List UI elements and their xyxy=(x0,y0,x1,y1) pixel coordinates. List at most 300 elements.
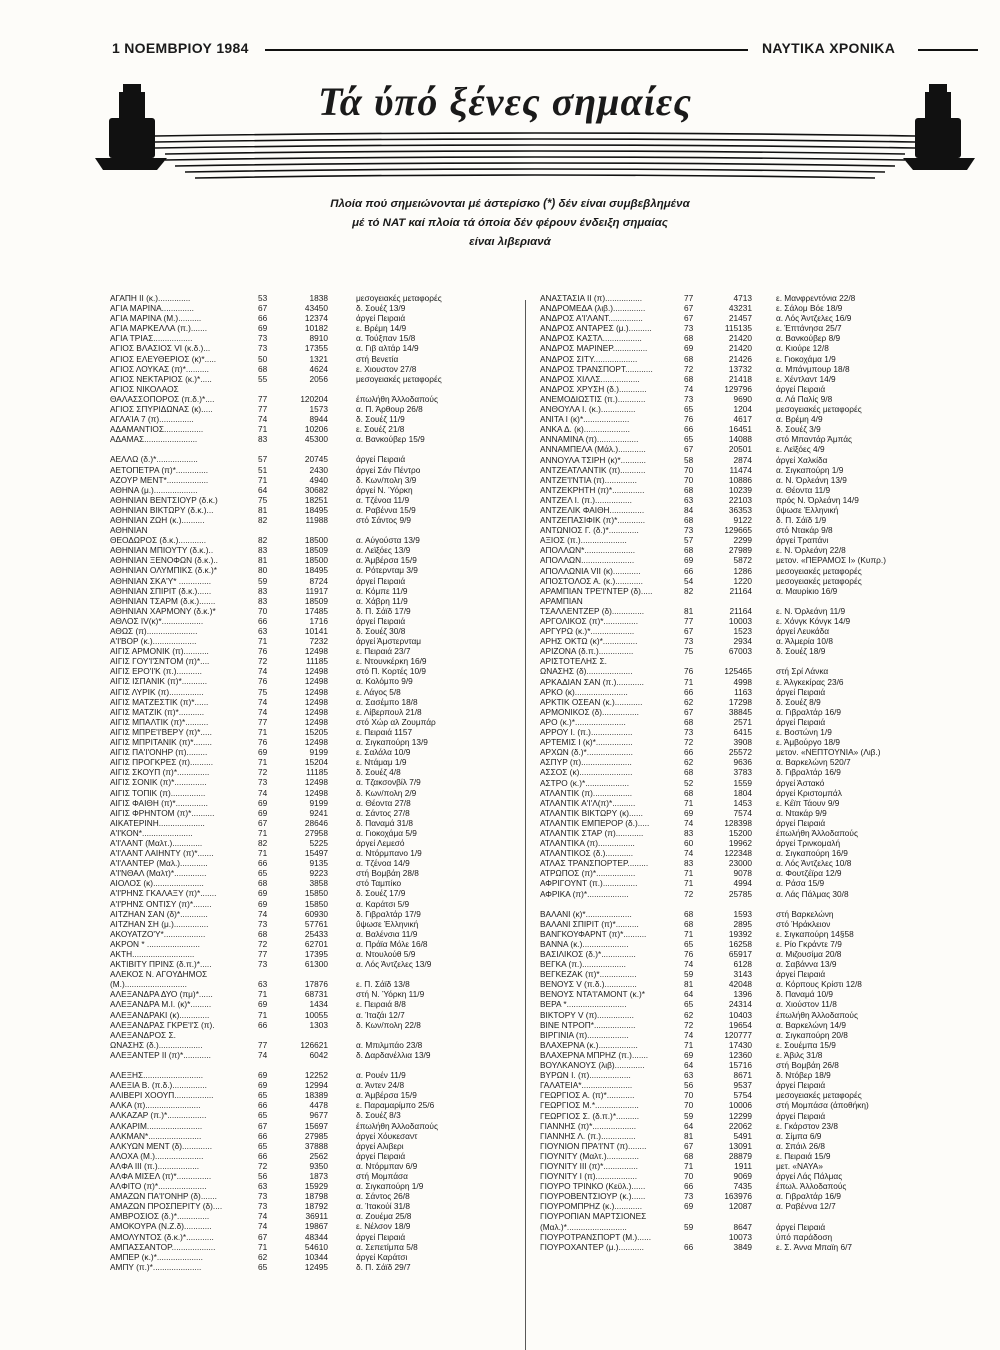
ship-row xyxy=(540,727,940,737)
ship-status: δ. Κων/πολη 22/8 xyxy=(356,1019,421,1030)
ship-status: ε. Γιοκοχάμα 1/9 xyxy=(776,353,836,364)
tonnage: 2299 xyxy=(733,535,752,546)
tonnage: 12498 xyxy=(304,666,328,677)
ship-row xyxy=(110,707,510,717)
tonnage: 15929 xyxy=(304,1181,328,1192)
build-year: 66 xyxy=(258,313,268,324)
ship-name: ΑΓΙΟΣ ΝΙΚΟΛΑΟΣ xyxy=(110,383,179,394)
ship-name: ΑΜΠΑΣΣΑΝΤΟΡ................... xyxy=(110,1241,216,1252)
build-year: 58 xyxy=(684,454,694,465)
ship-name: ΑΓΙΑ ΜΑΡΙΝΑ.............. xyxy=(110,303,194,314)
ship-status: α. Θέοντα 11/9 xyxy=(776,484,831,495)
ship-row xyxy=(540,384,940,394)
ship-status: α. Ντόρμπανο 1/9 xyxy=(356,848,422,859)
ship-status: άργεί Πειραιά xyxy=(776,1221,826,1232)
ship-status: ε. Χιουστον 27/8 xyxy=(356,363,417,374)
build-year: 83 xyxy=(258,434,268,445)
ship-status: στό Σάντος 9/9 xyxy=(356,514,412,525)
ship-status: στό Π. Κορτές 10/9 xyxy=(356,666,426,677)
ship-status: ε. Βρέμη 14/9 xyxy=(356,323,407,334)
build-year: 82 xyxy=(258,535,268,546)
tonnage: 15205 xyxy=(304,726,328,737)
build-year: 76 xyxy=(684,414,694,425)
group-gap xyxy=(540,899,940,909)
ship-row xyxy=(540,515,940,525)
tonnage: 5225 xyxy=(309,837,328,848)
tonnage: 10886 xyxy=(728,474,752,485)
ship-status: ε. Γκάρστον 23/8 xyxy=(776,1120,838,1131)
ship-row xyxy=(110,596,510,606)
ship-name: ΑΘΗΝΙΑΝ ΒΕΝΤΣΙΟΥΡ (δ.κ.) xyxy=(110,494,218,505)
ship-row xyxy=(110,919,510,929)
ship-name: ΑΝΚΑ Δ. (κ).................... xyxy=(540,424,630,435)
build-year: 66 xyxy=(684,424,694,435)
ship-row xyxy=(540,475,940,485)
build-year: 84 xyxy=(684,504,694,515)
build-year: 66 xyxy=(258,1100,268,1111)
ship-row xyxy=(540,354,940,364)
build-year: 69 xyxy=(258,807,268,818)
build-year: 57 xyxy=(684,535,694,546)
ship-status: στή Βαρκελώνη xyxy=(776,908,834,919)
ship-row xyxy=(110,545,510,555)
tonnage: 9223 xyxy=(309,868,328,879)
ship-name: ΑΛΕΞΑΝΔΡΟΣ Σ. xyxy=(110,1029,176,1040)
build-year: 65 xyxy=(258,1090,268,1101)
ship-name: ΑΝΔΡΟΣ ΧΙΛΛΣ................. xyxy=(540,373,640,384)
ship-name: ΑΡΚΑΔΙΑΝ ΣΑΝ (π.)............ xyxy=(540,676,644,687)
tonnage: 16451 xyxy=(728,424,752,435)
ship-status: ε. Άβιλς 31/8 xyxy=(776,1049,823,1060)
ship-name: ΑΛΦΙΤΟ (π)*..................... xyxy=(110,1181,207,1192)
tonnage: 21164 xyxy=(729,605,752,616)
build-year: 67 xyxy=(258,303,268,314)
ship-name: ΒΑΝΝΑ (κ.).................... xyxy=(540,938,629,949)
build-year: 68 xyxy=(684,515,694,526)
issue-date: 1 ΝΟΕΜΒΡΙΟΥ 1984 xyxy=(112,40,249,56)
tonnage: 12498 xyxy=(304,787,328,798)
ship-status: α. Ντακάρ 9/9 xyxy=(776,807,827,818)
ship-status: άργεί Πειραιά xyxy=(356,1231,406,1242)
ship-status: α. Ν. Όρλεάνη 13/9 xyxy=(776,474,847,485)
ship-status: δ. Παναμά 10/9 xyxy=(776,989,833,1000)
tonnage: 17876 xyxy=(304,979,328,990)
ship-row xyxy=(110,636,510,646)
ship-name: ΑΙΓΙΣ ΣΚΟΥΠ (π)*.............. xyxy=(110,767,210,778)
build-year: 65 xyxy=(684,938,694,949)
ship-name: ΑΓΛΑΊΑ 7 (π)............... xyxy=(110,414,194,425)
ship-name: ΑΡΚΤΙΚ ΟΣΕΑΝ (κ.)............ xyxy=(540,696,643,707)
ship-row xyxy=(540,999,940,1009)
tonnage: 6415 xyxy=(733,727,752,738)
build-year: 70 xyxy=(684,464,694,475)
build-year: 67 xyxy=(258,817,268,828)
build-year: 65 xyxy=(684,404,694,415)
ship-row xyxy=(110,949,510,959)
build-year: 69 xyxy=(258,797,268,808)
ship-row xyxy=(540,465,940,475)
tonnage: 15497 xyxy=(304,848,328,859)
ship-row xyxy=(110,1201,510,1211)
tonnage: 43450 xyxy=(304,303,328,314)
tonnage: 10006 xyxy=(728,1100,752,1111)
ship-row xyxy=(540,1010,940,1020)
ship-row xyxy=(540,959,940,969)
tonnage: 21420 xyxy=(728,343,752,354)
ship-status: άργεί Αλιβερι xyxy=(356,1140,404,1151)
ship-name: ΓΙΟΥΡΟΜΠΡΗΖ (κ.)............ xyxy=(540,1201,643,1212)
tonnage: 5754 xyxy=(733,1090,752,1101)
tonnage: 10003 xyxy=(728,616,752,626)
tonnage: 13091 xyxy=(728,1140,752,1151)
ship-status: ε. Χέντλαντ 14/9 xyxy=(776,373,836,384)
ship-name: ΑΛΕΞΑΝΤΕΡ ΙΙ (π)*............ xyxy=(110,1049,211,1060)
ship-name: ΑΡΙΖΟΝΑ (δ.π.)............... xyxy=(540,646,634,657)
tonnage: 9122 xyxy=(733,515,752,526)
ship-row xyxy=(540,949,940,959)
ship-status: μεσογειακές μεταφορές xyxy=(776,565,862,576)
ship-name: ΑΙΓΙΣ ΓΟΥ'Ι'ΣΝΤΟΜ (π)*.... xyxy=(110,656,210,667)
ship-status: ε. Ρίο Γκράντε 7/9 xyxy=(776,938,842,949)
ship-status: α. Φουτζέϊρα 12/9 xyxy=(776,868,842,879)
ship-status: α. Σάντος 27/8 xyxy=(356,807,410,818)
build-year: 56 xyxy=(684,1080,694,1091)
ship-status: άργεί Σάν Πέντρο xyxy=(356,464,421,475)
ship-row xyxy=(540,333,940,343)
build-year: 66 xyxy=(258,1019,268,1030)
build-year: 73 xyxy=(684,323,694,334)
ship-row xyxy=(110,454,510,464)
tonnage: 21164 xyxy=(729,585,752,596)
ship-name: ΒΕΓΚΑ (π.)................... xyxy=(540,959,626,970)
ship-row xyxy=(540,535,940,545)
header-rule-right xyxy=(918,49,978,51)
ship-row xyxy=(110,798,510,808)
build-year: 69 xyxy=(258,1080,268,1091)
ship-name: ΑΡΓΥΡΩ (κ.)*................... xyxy=(540,626,635,637)
tonnage: 22062 xyxy=(728,1120,752,1131)
ship-name: ΑΝΔΡΟΣ ΧΡΥΣΗ (δ.)............ xyxy=(540,383,647,394)
ship-name: ΑΘΗΝΙΑΝ ΖΩΗ (κ.).......... xyxy=(110,514,205,525)
ship-status: α. Ραβέννα 15/9 xyxy=(356,504,416,515)
ship-name: ΑΛΕΞΑΝΔΡΑ Μ.Ι. (κ)*......... xyxy=(110,999,212,1010)
tonnage: 18495 xyxy=(304,565,328,576)
ship-status: α. Αύγούστα 13/9 xyxy=(356,535,420,546)
ship-row xyxy=(540,323,940,333)
ship-row xyxy=(540,394,940,404)
tonnage: 12299 xyxy=(728,1110,752,1121)
ship-name: ΑΝΔΡΟΣ ΤΡΑΝΣΠΟΡΤ............ xyxy=(540,363,653,374)
ship-row xyxy=(110,535,510,545)
ship-name: ΑΛΕΞΗΣ.......................... xyxy=(110,1070,204,1081)
ship-status: α. Ράσα 15/9 xyxy=(776,878,825,889)
ship-status: μετον. «ΠΕΡΑΜΟΣ Ι» (Κυπρ.) xyxy=(776,555,886,566)
ship-row xyxy=(110,515,510,525)
ship-status: στή Βομβάη 26/8 xyxy=(776,1060,839,1071)
build-year: 74 xyxy=(258,1211,268,1222)
ship-name: Α'Ι'ΛΑΝΤ (Μαλτ.)............. xyxy=(110,837,203,848)
ship-row xyxy=(110,1232,510,1242)
ship-row xyxy=(540,424,940,434)
ship-status: δ. Σουέζ 3/9 xyxy=(776,424,821,435)
ship-row xyxy=(110,1242,510,1252)
ship-name: ΑΡΗΣ ΟΚΤΩ (κ)*............... xyxy=(540,636,638,647)
ship-row xyxy=(540,505,940,515)
build-year: 64 xyxy=(258,484,268,495)
ship-row xyxy=(110,1090,510,1100)
ship-row xyxy=(540,343,940,353)
tonnage: 1593 xyxy=(733,908,752,919)
ship-name: ΑΘΗΝΙΑΝ ΞΕΝΟΦΩΝ (δ.κ.).. xyxy=(110,555,218,566)
build-year: 70 xyxy=(684,474,694,485)
build-year: 71 xyxy=(684,1039,694,1050)
tonnage: 16258 xyxy=(728,938,752,949)
build-year: 66 xyxy=(258,858,268,869)
ship-status: μεσογειακές μεταφορές xyxy=(356,373,442,384)
ship-row xyxy=(110,576,510,586)
build-year: 66 xyxy=(684,1241,694,1252)
build-year: 72 xyxy=(684,888,694,899)
build-year: 67 xyxy=(258,1231,268,1242)
build-year: 68 xyxy=(684,333,694,344)
tonnage: 125465 xyxy=(724,666,752,677)
ship-row xyxy=(110,343,510,353)
ship-status: α. Τούξπαν 15/8 xyxy=(356,333,416,344)
ship-name: ΑΘΗΝΙΑΝ ΤΣΑΡΜ (δ.κ.)....... xyxy=(110,595,216,606)
intro-line-2: μέ τό ΝΑΤ καί πλοία τά όποία δέν φέρουν ένδειξη σημαίας xyxy=(352,217,668,229)
ship-status: α. Χάβρη 11/9 xyxy=(356,595,408,606)
build-year: 71 xyxy=(258,1241,268,1252)
ship-row xyxy=(110,293,510,303)
build-year: 68 xyxy=(684,908,694,919)
ship-row xyxy=(110,1151,510,1161)
ship-status: ε. Ν. Όρλεάνη 11/9 xyxy=(776,605,846,616)
ship-name: ΑΓΙΑ ΤΡΙΑΣ................. xyxy=(110,333,193,344)
ship-row xyxy=(110,384,510,394)
ship-name: ΑΛΙΒΕΡΙ ΧΟΟΥΠ................. xyxy=(110,1090,214,1101)
tonnage: 120204 xyxy=(300,393,328,404)
ship-status: άργεί Πειραιά xyxy=(776,817,826,828)
ship-row xyxy=(540,1181,940,1191)
ship-name: ΑΘΗΝΙΑΝ ΜΠΙΟΥΤΥ (δ.κ.).. xyxy=(110,545,214,556)
ship-row xyxy=(110,1191,510,1201)
ship-row xyxy=(540,1171,940,1181)
ship-row xyxy=(540,757,940,767)
ship-status: άργεί Άστακό xyxy=(776,777,825,788)
ship-name: ΓΙΟΥΡΟΤΡΑΝΣΠΟΡΤ (Μ.)...... xyxy=(540,1231,651,1242)
ship-row xyxy=(540,717,940,727)
ship-status: άργεί Τρινκομαλή xyxy=(776,838,841,849)
ship-name: ΓΙΟΥΡΟΠΙΑΝ ΜΑΡΤΣΙΟΝΕΣ xyxy=(540,1211,647,1222)
ship-status: α. Βανκούβερ 15/9 xyxy=(356,434,425,445)
tonnage: 129796 xyxy=(724,383,752,394)
build-year: 80 xyxy=(258,565,268,576)
ship-row xyxy=(110,727,510,737)
tonnage: 12087 xyxy=(728,1201,752,1212)
build-year: 69 xyxy=(684,1049,694,1060)
ship-row xyxy=(110,979,510,989)
ship-name: ΑΙΓΙΣ ΠΡΟΓΚΡΕΣ (π).......... xyxy=(110,757,214,768)
build-year: 68 xyxy=(684,716,694,727)
tonnage: 42048 xyxy=(728,979,752,990)
build-year: 69 xyxy=(258,747,268,758)
tonnage: 17485 xyxy=(304,605,328,616)
build-year: 76 xyxy=(258,676,268,687)
tonnage: 3908 xyxy=(733,737,752,748)
ship-row xyxy=(110,303,510,313)
ship-name: ΑΝΝΑΜΙΝΑ (π).................. xyxy=(540,434,639,445)
build-year: 55 xyxy=(258,373,268,384)
ship-name: Α'Ι'ΡΗΝΣ ΟΝΤΙΣΥ (π)*........ xyxy=(110,898,212,909)
ship-name: ΑΙΚΑΤΕΡΙΝΗ.................... xyxy=(110,817,205,828)
tonnage: 126621 xyxy=(300,1039,328,1050)
ship-row xyxy=(540,848,940,858)
build-year: 67 xyxy=(684,626,694,637)
ship-name: ΑΚΤΗ........................... xyxy=(110,949,195,959)
tonnage: 48344 xyxy=(304,1231,328,1242)
ship-row xyxy=(540,788,940,798)
ship-list-left-column xyxy=(110,293,510,1272)
build-year: 65 xyxy=(258,1140,268,1151)
ship-row xyxy=(540,969,940,979)
tonnage: 1303 xyxy=(309,1019,328,1030)
build-year: 53 xyxy=(258,293,268,303)
tonnage: 10239 xyxy=(728,484,752,495)
tonnage: 36353 xyxy=(728,504,752,515)
ship-row xyxy=(540,1030,940,1040)
ship-name: ΩΝΑΣΗΣ (δ.)................... xyxy=(110,1039,203,1050)
build-year: 67 xyxy=(684,706,694,717)
ship-status: δ. Σουέζ 30/8 xyxy=(356,626,406,636)
ship-status: α. Μαυρίκιο 16/9 xyxy=(776,585,838,596)
ship-row xyxy=(540,1222,940,1232)
build-year: 68 xyxy=(684,373,694,384)
ship-status: α. Πράϊα Μόλε 16/8 xyxy=(356,938,428,949)
tonnage: 8671 xyxy=(733,1070,752,1081)
ship-status: δ. Π. Σάϊδ 1/9 xyxy=(776,515,827,526)
ship-status: α. Θέοντα 27/8 xyxy=(356,797,411,808)
ship-status: δ. Ντόβερ 18/9 xyxy=(776,1070,831,1081)
ship-row xyxy=(110,878,510,888)
build-year: 77 xyxy=(684,293,694,303)
build-year: 83 xyxy=(684,858,694,869)
tonnage: 17430 xyxy=(728,1039,752,1050)
ship-status: δ. Κων/πολη 2/9 xyxy=(356,787,417,798)
ship-name: ΑΘΗΝΙΑΝ ΣΚΑ'Υ* .............. xyxy=(110,575,212,586)
ship-name: ΑΝΔΡΟΣ ΑΝΤΑΡΕΣ (μ.).......... xyxy=(540,323,652,334)
ship-row xyxy=(540,576,940,586)
ship-status: δ. Γιβραλτάρ 17/9 xyxy=(356,908,421,919)
build-year: 65 xyxy=(684,999,694,1010)
build-year: 73 xyxy=(684,1191,694,1202)
ship-name: ΑΝΔΡΟΣ ΣΙΤΥ................... xyxy=(540,353,638,364)
tonnage: 12498 xyxy=(304,646,328,657)
ship-name: Α'Ι'ΡΗΝΣ ΓΚΑΛΑΞΥ (π)*....... xyxy=(110,888,217,899)
ship-row xyxy=(110,354,510,364)
ship-name: ΓΙΟΥΡΟΒΕΝΤΣΙΟΥΡ (κ.)...... xyxy=(540,1191,646,1202)
ship-name: ΑΝΑΣΤΑΣΙΑ ΙΙ (π)................ xyxy=(540,293,643,303)
ship-row xyxy=(110,465,510,475)
ship-name: ΑΠΟΛΛΩΝ....................... xyxy=(540,555,635,566)
ship-status: δ. Σουέζ 8/3 xyxy=(356,1110,401,1121)
ship-name: ΒΑΣΙΛΙΚΟΣ (δ.)*............... xyxy=(540,949,636,959)
tonnage: 24314 xyxy=(728,999,752,1010)
build-year: 67 xyxy=(684,444,694,455)
build-year: 77 xyxy=(258,716,268,727)
tonnage: 1286 xyxy=(733,565,752,576)
tonnage: 19867 xyxy=(304,1221,328,1232)
ship-row xyxy=(540,606,940,616)
tonnage: 163976 xyxy=(724,1191,752,1202)
ship-status: δ. Σουέζ 17/9 xyxy=(356,888,406,899)
ship-status: μεσογειακές μεταφορές xyxy=(776,1090,862,1101)
ship-name: ΑΡΑΜΠΙΑΝ xyxy=(540,595,583,606)
build-year: 75 xyxy=(684,646,694,657)
ship-name: ΒΙΚΤΟΡΥ V (π)................ xyxy=(540,1009,634,1020)
tonnage: 19392 xyxy=(728,928,752,939)
tonnage: 8724 xyxy=(309,575,328,586)
ship-name: ΑΡΚΟ (κ)....................... xyxy=(540,686,628,697)
ship-status: στό Μπαντάρ Άμπάς xyxy=(776,434,853,445)
ship-row xyxy=(110,1211,510,1221)
ship-name: ΑΙΓΙΣ ΙΣΠΑΝΙΚ (π)*........... xyxy=(110,676,208,687)
ship-row xyxy=(540,1201,940,1211)
ship-status: α. Άμβέρσα 15/9 xyxy=(356,555,417,566)
tonnage: 9078 xyxy=(733,868,752,879)
ship-status: ε. Πειραιά 8/8 xyxy=(356,999,406,1010)
ship-status: δ. Σουέζ 11/9 xyxy=(356,414,405,425)
ship-row xyxy=(110,525,510,535)
ship-row xyxy=(540,1090,940,1100)
build-year: 68 xyxy=(684,484,694,495)
tonnage: 28646 xyxy=(304,817,328,828)
build-year: 68 xyxy=(684,1150,694,1161)
ship-row xyxy=(540,858,940,868)
tonnage: 1523 xyxy=(733,626,752,637)
ship-row xyxy=(110,808,510,818)
ship-name: ΒΙΝΕ ΝΤΡΟΠ*.................. xyxy=(540,1019,636,1030)
tonnage: 3783 xyxy=(733,767,752,778)
build-year: 72 xyxy=(684,1019,694,1030)
ship-row xyxy=(540,1121,940,1131)
tonnage: 57761 xyxy=(304,918,328,929)
ship-row xyxy=(540,737,940,747)
ship-name: Α'Ι'ΛΑΝΤΕΡ (Μαλ.)............ xyxy=(110,858,208,869)
ship-status: δ. Σουέζ 8/9 xyxy=(776,696,821,707)
tonnage: 1573 xyxy=(309,404,328,415)
build-year: 54 xyxy=(684,575,694,586)
build-year: 70 xyxy=(258,605,268,616)
ship-name: ΓΙΟΥΝΙΤΥ Ι (π).................. xyxy=(540,1171,638,1182)
ship-row xyxy=(540,434,940,444)
ship-status: ε. Λεϊξόες 4/9 xyxy=(776,444,825,455)
build-year: 75 xyxy=(258,686,268,697)
ship-row xyxy=(540,586,940,596)
ship-status: α. Γιβ αλτάρ 14/9 xyxy=(356,343,419,354)
tonnage: 18500 xyxy=(304,535,328,546)
tonnage: 18509 xyxy=(304,545,328,556)
intro-note xyxy=(250,195,770,252)
build-year: 71 xyxy=(684,1160,694,1171)
tonnage: 2895 xyxy=(733,918,752,929)
ship-status: δ. Π. Σάϊδ 17/9 xyxy=(356,605,411,616)
ship-status: άργεί Πειραιά xyxy=(776,969,826,980)
ship-name: ΑΙΓΙΣ ΣΟΝΙΚ (π)*.............. xyxy=(110,777,207,788)
build-year: 69 xyxy=(258,898,268,909)
build-year: 69 xyxy=(258,888,268,899)
build-year: 83 xyxy=(258,585,268,596)
ship-row xyxy=(110,616,510,626)
